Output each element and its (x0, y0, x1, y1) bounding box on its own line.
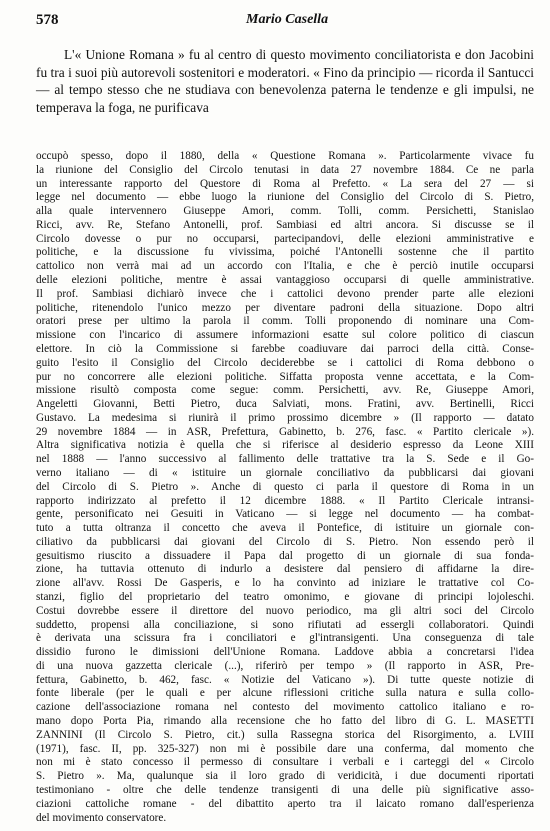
footnote-line: legge nel documento — ebbe luogo la riunione del Consiglio del Circolo di S. Pietro, (36, 191, 534, 204)
footnote-line: politiche, ritenendolo l'unico mezzo per diventare padroni della situazione. Dopo altri (36, 301, 534, 314)
main-paragraph: L'« Unione Romana » fu al centro di questo movimento conciliatorista e don Jacobini fu tra i suoi più autorevoli sostenitori e moderatori. « Fino da principio — ricorda il Santucci — al tempo stesso che ne studiava con benevolenza paterna le tendenze e gli impulsi, ne temperava la foga, ne purificava (36, 47, 534, 115)
page-header (36, 12, 534, 32)
footnote-line: fettura, Gabinetto, b. 462, fasc. « Notizie del Vaticano »). Di tutte queste notizie di (36, 673, 534, 686)
footnote-line: gesuitismo riuscito a dissuadere il Papa dal progetto di un giornale di sua fonda- (36, 549, 534, 562)
footnote-line: gente, personificato nei Gesuiti in Vaticano — si legge nel documento — ha combat- (36, 508, 534, 521)
running-head: Mario Casella (246, 12, 329, 27)
footnote-line: ZANNINI (Il Circolo S. Pietro, cit.) sulla Rassegna storica del Risorgimento, a. LVIII (36, 728, 534, 741)
footnote-line: fonte liberale (per le quali e per alcune riflessioni critiche sulla natura e sulla collo- (36, 687, 534, 700)
footnote-line: di una nuova gazzetta clericale (...), riferirò per tempo » (Il rapporto in ASR, Pre- (36, 659, 534, 672)
footnote-line: S. Pietro ». Ma, qualunque sia il loro grado di veridicità, i due documenti riportati (36, 770, 534, 783)
footnote-line: Angeletti Giovanni, Betti Pietro, duca Salviati, mons. Fratini, avv. Bertinelli, Ricci (36, 398, 534, 411)
footnote-line: del movimento conservatore. (36, 811, 167, 824)
footnote-line: dissidio furono le dimissioni dell'Unione Romana. Laddove abbia a concretarsi l'idea (36, 646, 534, 659)
footnote-line: pur no concorrere alle elezioni politiche. Siffatta proposta venne accettata, e la Com- (36, 370, 534, 383)
footnote-line: rapporto indirizzato al prefetto il 12 dicembre 1888. « Il Partito Clericale intransi- (36, 494, 534, 507)
footnote-line: missione con l'incarico di assumere informazioni esatte sul colore politico di ciascun (36, 329, 534, 342)
footnote-line: del Circolo di S. Pietro ». Anche di questo ci parla il questore di Roma in un (36, 480, 534, 493)
footnote-line: mano dopo Porta Pia, rimando alla recensione che ho fatto del libro di G. L. MASETTI (36, 715, 534, 728)
footnote-line: occupò spesso, dopo il 1880, della « Questione Romana ». Particolarmente vivace fu (36, 150, 534, 162)
footnote-line: delle elezioni politiche, mentre è assai vantaggioso occuparsi di quelle amministrative. (36, 274, 534, 287)
footnote-line: Altra significativa notizia è quella che si riferisce al desiderio espresso da Leone XIII (36, 439, 534, 452)
footnote-line: (1971), fasc. II, pp. 325-327) non mi è possibile dare una conferma, dal momento che (36, 742, 534, 755)
footnote-line: è derivata una scissura fra i conciliatori e gl'intransigenti. Una conseguenza di tale (36, 632, 534, 645)
footnote-line: cattolico non verrà mai ad un accordo con l'Italia, e che è perciò inutile occuparsi (36, 260, 534, 273)
footnote-line: suddetto, propensi alla conciliazione, si sono rifiutati ad essergli collaboratori. Quindi (36, 618, 534, 631)
footnote-line: non mi è stato concesso il permesso di consultare i verbali e i carteggi del « Circolo (36, 756, 534, 769)
footnote-line: zione all'avv. Rossi De Gasperis, e lo ha convinto ad iniziare le trattative col Co- (36, 577, 534, 590)
footnote-line: 29 novembre 1884 — in ASR, Prefettura, Gabinetto, b. 276, fasc. « Partito clericale »). (36, 425, 534, 438)
footnote-line: Circolo dovesse o pur no occuparsi, partecipandovi, delle elezioni amministrative e (36, 232, 534, 245)
footnote-line: un interessante rapporto del Questore di Roma al Prefetto. « La sera del 27 — si (36, 177, 534, 190)
footnote-line: Costui dovrebbe essere il direttore del nuovo periodico, ma gli altri soci del Circolo (36, 604, 534, 617)
footnote-line: zione, ha tuttavia ottenuto di indurlo a desistere dal pensiero di affidarne la dire- (36, 563, 534, 576)
footnote-line: Il prof. Sambiasi dichiarò invece che i cattolici devono prender parte alle elezioni (36, 287, 534, 300)
footnote-line: tuto a tutta oltranza il concetto che aveva il Pontefice, di istituire un giornale con- (36, 522, 534, 535)
footnote-line: Gustavo. La medesima si riunirà il primo prossimo dicembre » (Il rapporto — datato (36, 411, 534, 424)
footnote-line: elettore. In ciò la Commissione si farebbe coadiuvare dai parroci della città. Conse- (36, 342, 534, 355)
footnote-line: la riunione del Consiglio del Circolo tenutasi in data 27 novembre 1884. Ce ne parla (36, 163, 534, 176)
footnote-line: stanzi, figlio del proprietario del teatro omonimo, e giovane di principi lojoleschi. (36, 591, 534, 603)
footnote-line: verno italiano — di « istituire un giornale conciliativo da pubblicarsi dai giovani (36, 466, 534, 479)
footnote-line: alla quale intervennero Giuseppe Amori, comm. Tolli, comm. Persichetti, Stanislao (36, 205, 534, 218)
footnote-line: politiche, e la discussione fu vivissima, poiché l'Antonelli sostenne che il partito (36, 246, 534, 259)
footnote-line: testimoniano - oltre che delle tendenze transigenti di una delle più significative asso- (36, 783, 534, 796)
footnote-line: ciliativo da pubblicarsi dai giovani del Circolo di S. Pietro. Non essendo però il (36, 535, 534, 548)
footnote-line: Ricci, avv. Re, Stefano Antonelli, prof. Sambiasi ed altri ancora. Si discusse se il (36, 218, 534, 231)
footnote-line: oratori prese per ultimo la parola il comm. Tolli proponendo di nominare una Com- (36, 315, 534, 328)
footnote-line: missione risultò composta come segue: comm. Persichetti, avv. Re, Giuseppe Amori, (36, 384, 534, 397)
footnote-line: cazione dell'associazione romana nel contesto del movimento cattolico italiano e ro- (36, 701, 534, 714)
page-number: 578 (36, 12, 59, 28)
footnote-line: guito l'esito il Consiglio del Circolo deciderebbe se i cattolici di Roma debbono o (36, 356, 534, 369)
footnote (36, 150, 534, 825)
footnote-line: ciazioni cattoliche romane - del dibattito aperto tra il laicato romano dall'esperienza (36, 797, 534, 810)
footnote-line: nel 1888 — l'anno successivo al fallimento delle trattative tra la S. Sede e il Go- (36, 453, 534, 466)
